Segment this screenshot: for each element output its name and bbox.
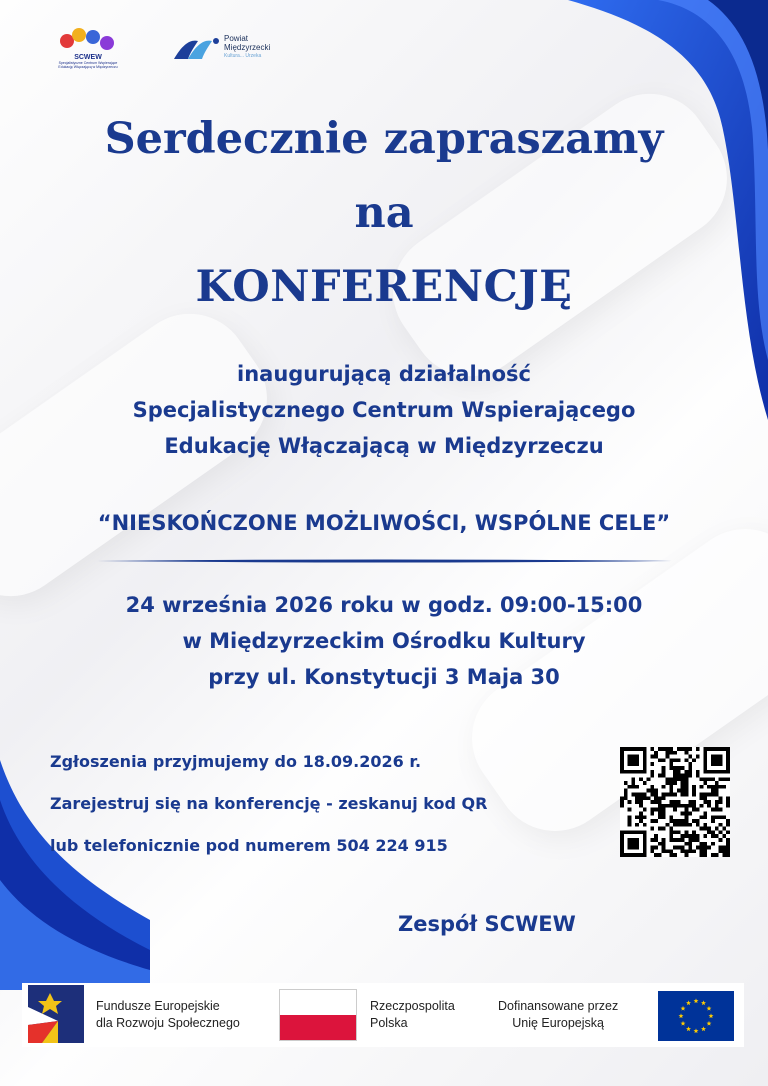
powiat-logo-line1: Powiat: [224, 34, 249, 43]
fe-line-1: Fundusze Europejskie: [96, 999, 220, 1013]
description-line-2: Specjalistycznego Centrum Wspierającego: [132, 398, 636, 422]
fe-line-2: dla Rozwoju Społecznego: [96, 1016, 240, 1030]
fe-text: [96, 998, 240, 1032]
powiat-mark-icon: [172, 35, 222, 61]
registration-deadline: Zgłoszenia przyjmujemy do 18.09.2026 r.: [50, 752, 422, 771]
people-icon: [56, 28, 120, 54]
registration-qr-code[interactable]: [620, 747, 730, 857]
title-line-2: na: [354, 188, 414, 238]
eu-flag-icon: [658, 991, 734, 1041]
fundusze-europejskie-logo-icon: [28, 985, 84, 1043]
eu-line-2: Unię Europejską: [512, 1016, 604, 1030]
scwew-logo: [56, 28, 120, 68]
powiat-logo-tagline: Kultura... Urzeka: [224, 53, 262, 59]
event-date-time: 24 września 2026 roku w godz. 09:00-15:00: [125, 593, 643, 617]
conference-slogan: “NIESKOŃCZONE MOŻLIWOŚCI, WSPÓLNE CELE”: [97, 511, 671, 535]
description-line-1: inaugurującą działalność: [237, 362, 531, 386]
event-venue: w Międzyrzeckim Ośrodku Kultury: [182, 629, 586, 653]
title-line-3: KONFERENCJĘ: [195, 262, 573, 312]
description-line-3: Edukację Włączającą w Międzyrzeczu: [164, 434, 604, 458]
scwew-logo-subtitle: Specjalistyczne Centrum Wspierające Edukację Włączającą w Międzyrzeczu: [58, 61, 118, 69]
poland-flag-icon: [279, 989, 357, 1041]
description: [0, 356, 768, 464]
funding-footer: [22, 983, 744, 1047]
pl-line-1: Rzeczpospolita: [370, 999, 455, 1013]
signature: Zespół SCWEW: [398, 912, 576, 936]
pl-text: [370, 998, 455, 1032]
registration-phone-note: lub telefonicznie pod numerem 504 224 915: [50, 836, 448, 855]
powiat-logo-line2: Międzyrzecki: [224, 43, 271, 52]
slogan-divider: [97, 559, 672, 563]
eu-text: [498, 998, 618, 1032]
pl-line-2: Polska: [370, 1016, 408, 1030]
scwew-logo-name: SCWEW: [74, 54, 102, 61]
event-address: przy ul. Konstytucji 3 Maja 30: [208, 665, 560, 689]
eu-line-1: Dofinansowane przez: [498, 999, 619, 1013]
powiat-logo: [172, 34, 270, 61]
title-line-1: Serdecznie zapraszamy: [104, 114, 664, 164]
registration-qr-note: Zarejestruj się na konferencję - zeskanuj kod QR: [50, 794, 488, 813]
event-details: [0, 587, 768, 695]
